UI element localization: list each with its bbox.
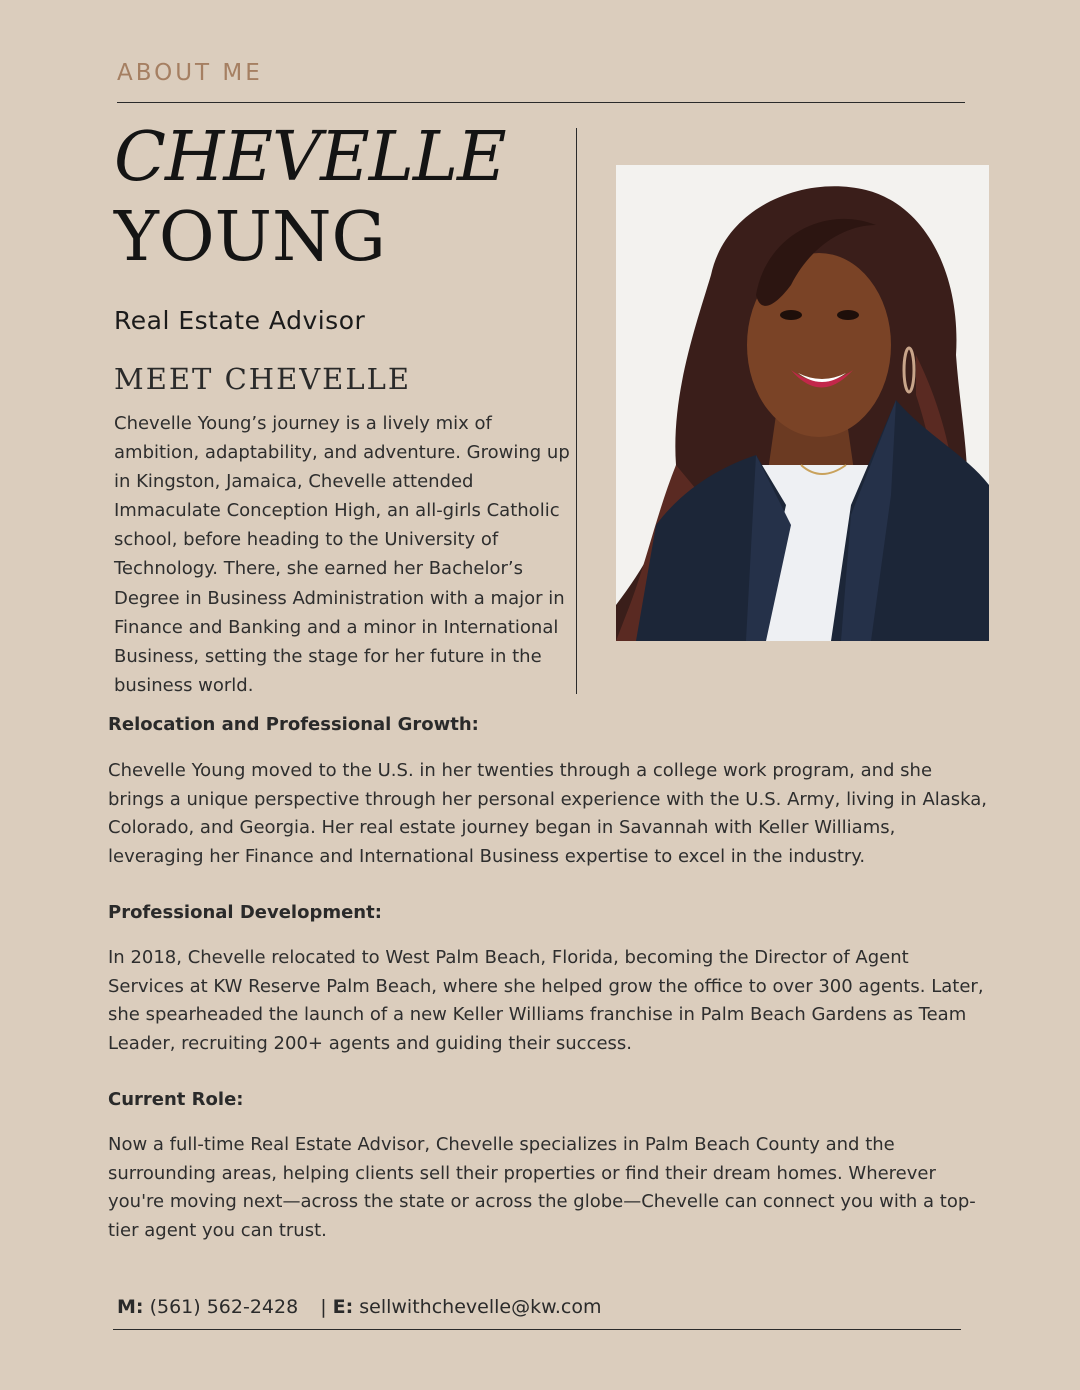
top-divider: [117, 102, 965, 103]
section-body-relocation: Chevelle Young moved to the U.S. in her twenties through a college work program, and she brings a unique perspective through her personal experience with the U.S. Army, living in Alaska, Colorado, and Georgia. Her real estate journey began in Savannah with Keller Williams, leveraging her Finance and International Business expertise to excel in the industry.: [108, 760, 988, 868]
section-heading-development: Professional Development:: [108, 902, 382, 923]
agent-title: Real Estate Advisor: [114, 306, 366, 335]
agent-first-name: CHEVELLE: [114, 118, 506, 197]
agent-name: [114, 118, 506, 278]
bottom-divider: [113, 1329, 961, 1330]
contact-separator: |: [320, 1296, 327, 1318]
intro-heading: MEET CHEVELLE: [114, 362, 412, 396]
vertical-divider: [576, 128, 577, 694]
section-heading-relocation: Relocation and Professional Growth:: [108, 714, 479, 735]
about-me-eyebrow: ABOUT ME: [117, 60, 263, 86]
section-body-current-role: Now a full-time Real Estate Advisor, Chevelle specializes in Palm Beach County and the surrounding areas, helping clients sell their properties or find their dream homes. Wherever you're moving next—across the state or across the globe—Chevelle can connect you with a top-tier agent you can trust.: [108, 1134, 976, 1242]
agent-last-name: YOUNG: [114, 198, 386, 277]
phone-number[interactable]: (561) 562-2428: [149, 1296, 299, 1318]
email-address[interactable]: sellwithchevelle@kw.com: [359, 1296, 602, 1318]
section-body-development: In 2018, Chevelle relocated to West Palm Beach, Florida, becoming the Director of Agent Services at KW Reserve Palm Beach, where she helped grow the office to over 300 agents. Later, she spearheaded the launch of a new Keller Williams franchise in Palm Beach Gardens as Team Leader, recruiting 200+ agents and guiding their success.: [108, 947, 984, 1055]
contact-line: [117, 1296, 601, 1318]
phone-label: M:: [117, 1296, 144, 1318]
portrait-illustration: [616, 165, 989, 641]
section-heading-current-role: Current Role:: [108, 1089, 244, 1110]
intro-paragraph: Chevelle Young’s journey is a lively mix of ambition, adaptability, and adventure. Growing up in Kingston, Jamaica, Chevelle attended Immaculate Conception High, an all-girls Catholic school, before heading to the University of Technology. There, she earned her Bachelor’s Degree in Business Administration with a major in Finance and Banking and a minor in International Business, setting the stage for her future in the business world.: [114, 413, 570, 696]
email-label: E:: [332, 1296, 354, 1318]
agent-portrait-photo: [616, 165, 989, 641]
